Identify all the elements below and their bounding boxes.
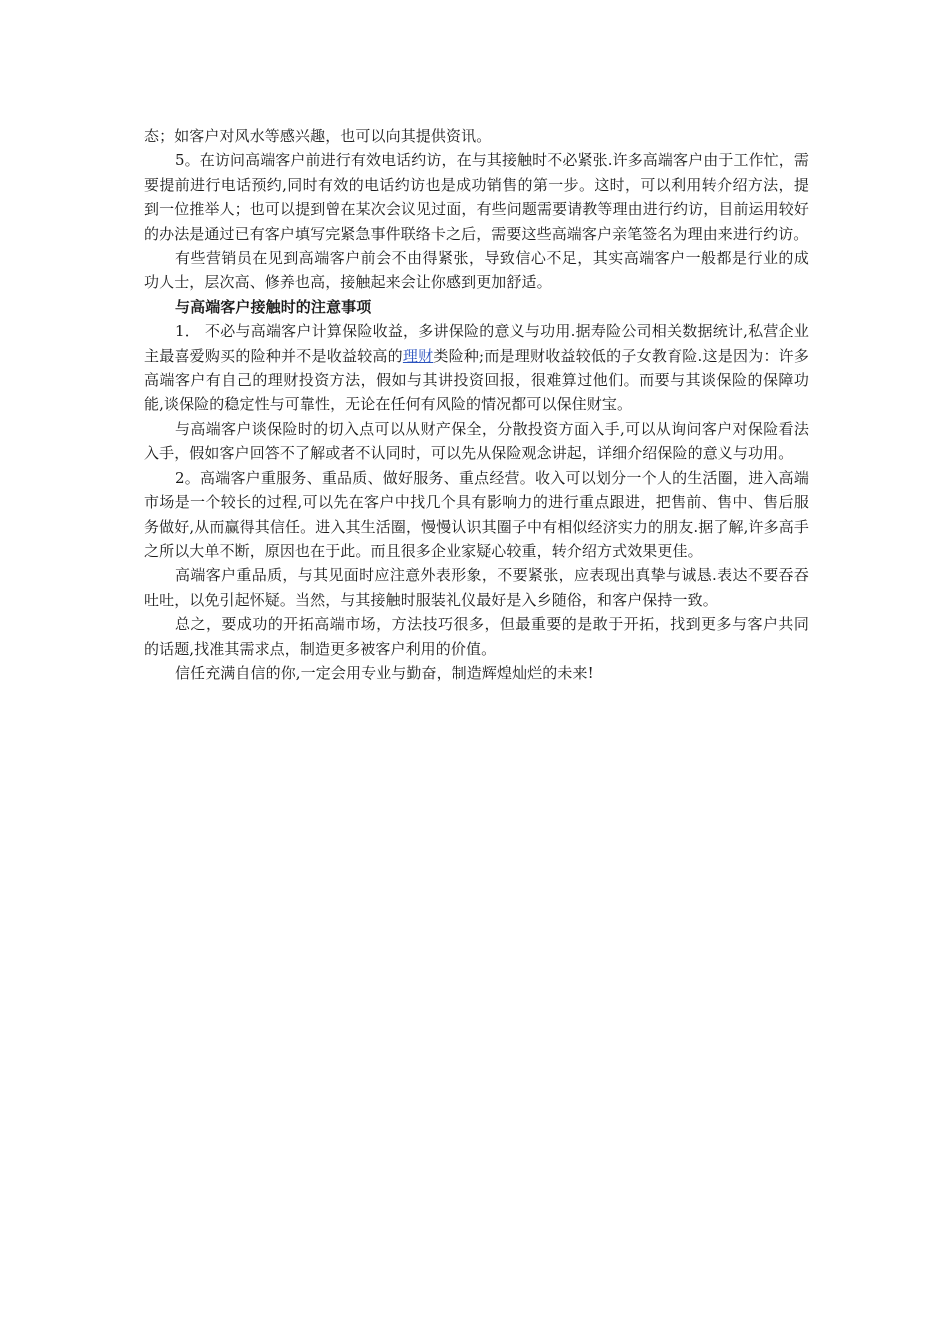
section-heading: 与高端客户接触时的注意事项 bbox=[175, 297, 372, 316]
item-1-text-after: 类险种;而是理财收益较低的子女教育险.这是因为：许多高端客户有自己的理财投资方法，假如与其讲投资回报，很难算过他们。而要与其谈保险的保障功能,谈保险的稳定性与可靠性，无论在任何有风险的情况都可以保住财宝。 bbox=[144, 346, 809, 414]
document-page bbox=[144, 124, 809, 685]
paragraph-summary: 总之，要成功的开拓高端市场，方法技巧很多，但最重要的是敢于开拓，找到更多与客户共同的话题,找准其需求点，制造更多被客户利用的价值。 bbox=[144, 615, 809, 658]
paragraph-phone-appointment: 5。在访问高端客户前进行有效电话约访，在与其接触时不必紧张.许多高端客户由于工作忙，需要提前进行电话预约,同时有效的电话约访也是成功销售的第一步。这时，可以利用转介绍方法，提到一位推举人；也可以提到曾在某次会议见过面，有些问题需要请教等理由进行约访，目前运用较好的办法是通过已有客户填写完紧急事件联络卡之后，需要这些高端客户亲笔签名为理由来进行约访。 bbox=[144, 151, 809, 243]
item-1-text-before: 1． 不必与高端客户计算保险收益，多讲保险的意义与功用.据寿险公司相关数据统计,私营企业主最喜爱购买的险种并不是收益较高的 bbox=[144, 322, 809, 365]
paragraph-item-1 bbox=[144, 319, 809, 417]
paragraph-quality: 高端客户重品质，与其见面时应注意外表形象，不要紧张，应表现出真挚与诚恳.表达不要吞吞吐吐，以免引起怀疑。当然，与其接触时服装礼仪最好是入乡随俗，和客户保持一致。 bbox=[144, 566, 809, 609]
paragraph-fengshui: 态；如客户对风水等感兴趣，也可以向其提供资讯。 bbox=[144, 127, 492, 145]
licai-link[interactable]: 理财 bbox=[402, 346, 434, 365]
paragraph-confidence: 有些营销员在见到高端客户前会不由得紧张，导致信心不足，其实高端客户一般都是行业的成功人士，层次高、修养也高，接触起来会让你感到更加舒适。 bbox=[144, 249, 809, 292]
paragraph-item-2: 2。高端客户重服务、重品质、做好服务、重点经营。收入可以划分一个人的生活圈，进入高端市场是一个较长的过程,可以先在客户中找几个具有影响力的进行重点跟进，把售前、售中、售后服务做好,从而赢得其信任。进入其生活圈，慢慢认识其圈子中有相似经济实力的朋友.据了解,许多高手之所以大单不断，原因也在于此。而且很多企业家疑心较重，转介绍方式效果更佳。 bbox=[144, 468, 809, 560]
paragraph-closing: 信任充满自信的你,一定会用专业与勤奋，制造辉煌灿烂的未来! bbox=[175, 663, 594, 682]
paragraph-entry-point: 与高端客户谈保险时的切入点可以从财产保全，分散投资方面入手,可以从询问客户对保险看法入手，假如客户回答不了解或者不认同时，可以先从保险观念讲起，详细介绍保险的意义与功用。 bbox=[144, 419, 809, 463]
